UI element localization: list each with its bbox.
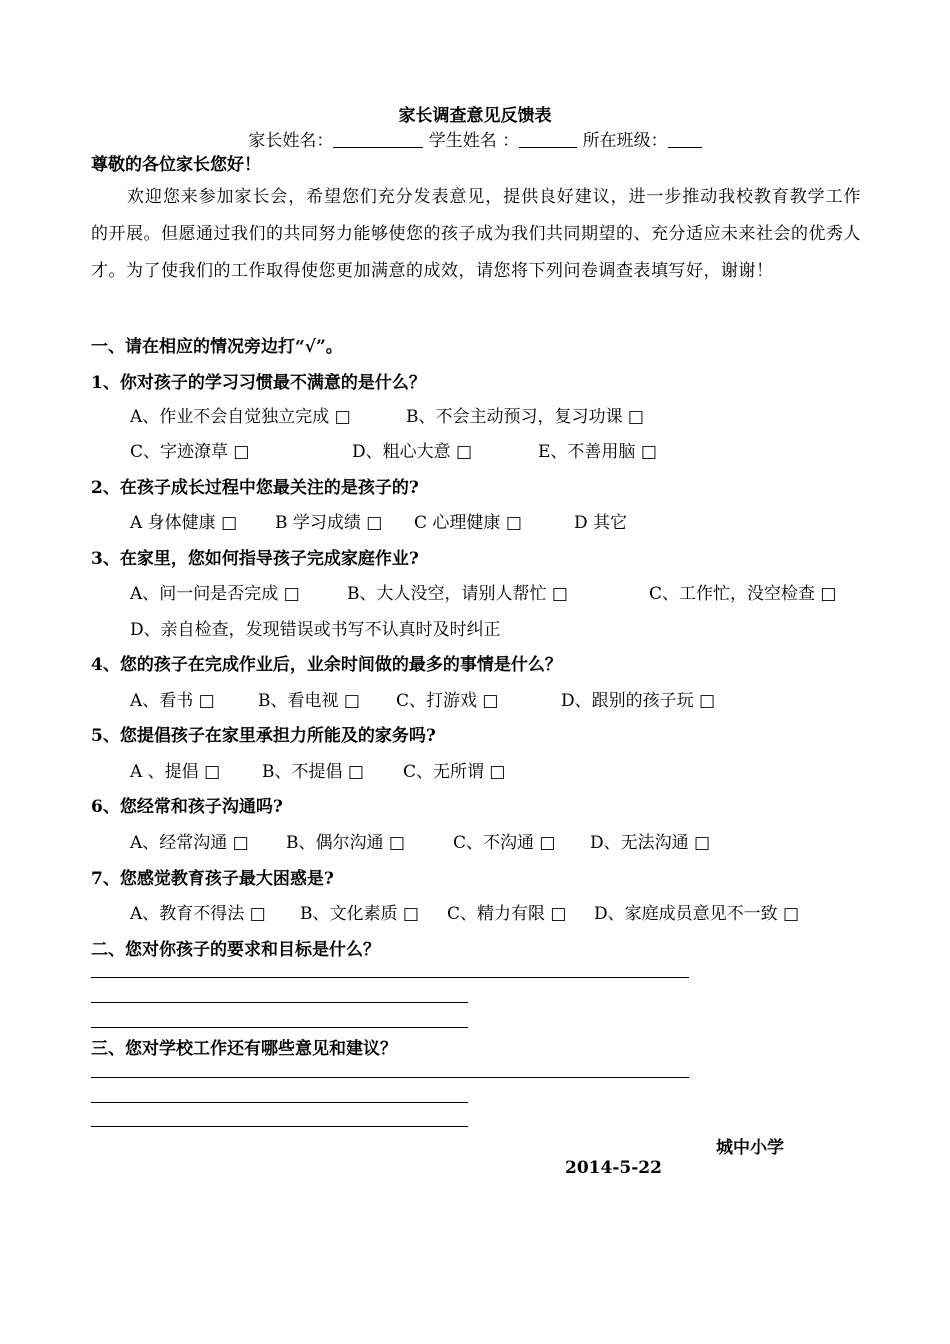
- q7-option-b[interactable]: B、文化素质 □: [300, 904, 419, 924]
- q1-option-c[interactable]: C、字迹潦草 □: [130, 442, 250, 462]
- class-label: 所在班级：: [582, 131, 668, 151]
- q5-option-c[interactable]: C、无所谓 □: [403, 762, 506, 782]
- q2-option-a[interactable]: A 身体健康 □: [130, 513, 238, 533]
- q6-option-b[interactable]: B、偶尔沟通 □: [286, 833, 405, 853]
- answer-line[interactable]: [91, 1102, 468, 1103]
- q6-option-d[interactable]: D、无法沟通 □: [590, 833, 711, 853]
- q7-option-d[interactable]: D、家庭成员意见不一致 □: [594, 904, 800, 924]
- q3-option-a[interactable]: A、问一问是否完成 □: [130, 584, 300, 604]
- q1-option-d[interactable]: D、粗心大意 □: [352, 442, 473, 462]
- parent-name-label: 家长姓名：: [248, 131, 334, 151]
- q1-option-e[interactable]: E、不善用脑 □: [538, 442, 657, 462]
- q5-option-b[interactable]: B、不提倡 □: [262, 762, 364, 782]
- q4-option-a[interactable]: A、看书 □: [130, 691, 215, 711]
- intro-paragraph: 欢迎您来参加家长会，希望您们充分发表意见，提供良好建议，进一步推动我校教育教学工作的开展。但愿通过我们的共同努力能够使您的孩子成为我们共同期望的、充分适应未来社会的优秀人才。为了使我们的工作取得使您更加满意的成效，请您将下列问卷调查表填写好，谢谢！: [91, 187, 861, 281]
- q3-option-d[interactable]: D、亲自检查，发现错误或书写不认真时及时纠正: [130, 620, 501, 640]
- question-5: 5、您提倡孩子在家里承担力所能及的家务吗?: [91, 726, 436, 746]
- section-2-heading: 二、您对你孩子的要求和目标是什么？: [91, 940, 380, 960]
- q4-option-c[interactable]: C、打游戏 □: [396, 691, 499, 711]
- section-1-heading: 一、请在相应的情况旁边打“√”。: [91, 337, 343, 357]
- school-name: 城中小学: [716, 1138, 784, 1158]
- student-name-blank[interactable]: [519, 130, 577, 148]
- question-2: 2、在孩子成长过程中您最关注的是孩子的?: [91, 478, 419, 498]
- question-3: 3、在家里，您如何指导孩子完成家庭作业?: [91, 549, 419, 569]
- q7-option-c[interactable]: C、精力有限 □: [447, 904, 567, 924]
- q7-option-a[interactable]: A、教育不得法 □: [130, 904, 266, 924]
- form-title: 家长调查意见反馈表: [398, 106, 552, 126]
- answer-line[interactable]: [91, 1002, 468, 1003]
- question-6: 6、您经常和孩子沟通吗?: [91, 797, 283, 817]
- section-3-heading: 三、您对学校工作还有哪些意见和建议？: [91, 1039, 397, 1059]
- answer-line[interactable]: [91, 1077, 689, 1078]
- q6-option-c[interactable]: C、不沟通 □: [453, 833, 556, 853]
- q3-option-b[interactable]: B、大人没空，请别人帮忙 □: [347, 584, 568, 604]
- header-fields: [0, 126, 950, 151]
- q2-option-c[interactable]: C 心理健康 □: [414, 513, 522, 533]
- q1-option-a[interactable]: A、作业不会自觉独立完成 □: [130, 407, 351, 427]
- answer-line[interactable]: [91, 1027, 468, 1028]
- question-7: 7、您感觉教育孩子最大困惑是?: [91, 869, 334, 889]
- answer-line[interactable]: [91, 977, 689, 978]
- student-name-label: 学生姓名 ：: [428, 131, 520, 151]
- q3-option-c[interactable]: C、工作忙，没空检查 □: [649, 584, 837, 604]
- q4-option-d[interactable]: D、跟别的孩子玩 □: [561, 691, 716, 711]
- q6-option-a[interactable]: A、经常沟通 □: [130, 833, 249, 853]
- answer-line[interactable]: [91, 1126, 468, 1127]
- greeting: 尊敬的各位家长您好！: [91, 155, 261, 175]
- question-4: 4、您的孩子在完成作业后，业余时间做的最多的事情是什么？: [91, 655, 562, 675]
- class-blank[interactable]: [668, 130, 702, 148]
- q5-option-a[interactable]: A 、提倡 □: [130, 762, 221, 782]
- q2-option-b[interactable]: B 学习成绩 □: [275, 513, 383, 533]
- q4-option-b[interactable]: B、看电视 □: [258, 691, 360, 711]
- q2-option-d[interactable]: D 其它: [574, 513, 628, 533]
- question-1: 1、你对孩子的学习习惯最不满意的是什么？: [91, 373, 426, 393]
- parent-name-blank[interactable]: [333, 130, 423, 148]
- date: 2014-5-22: [565, 1158, 662, 1178]
- q1-option-b[interactable]: B、不会主动预习，复习功课 □: [406, 407, 644, 427]
